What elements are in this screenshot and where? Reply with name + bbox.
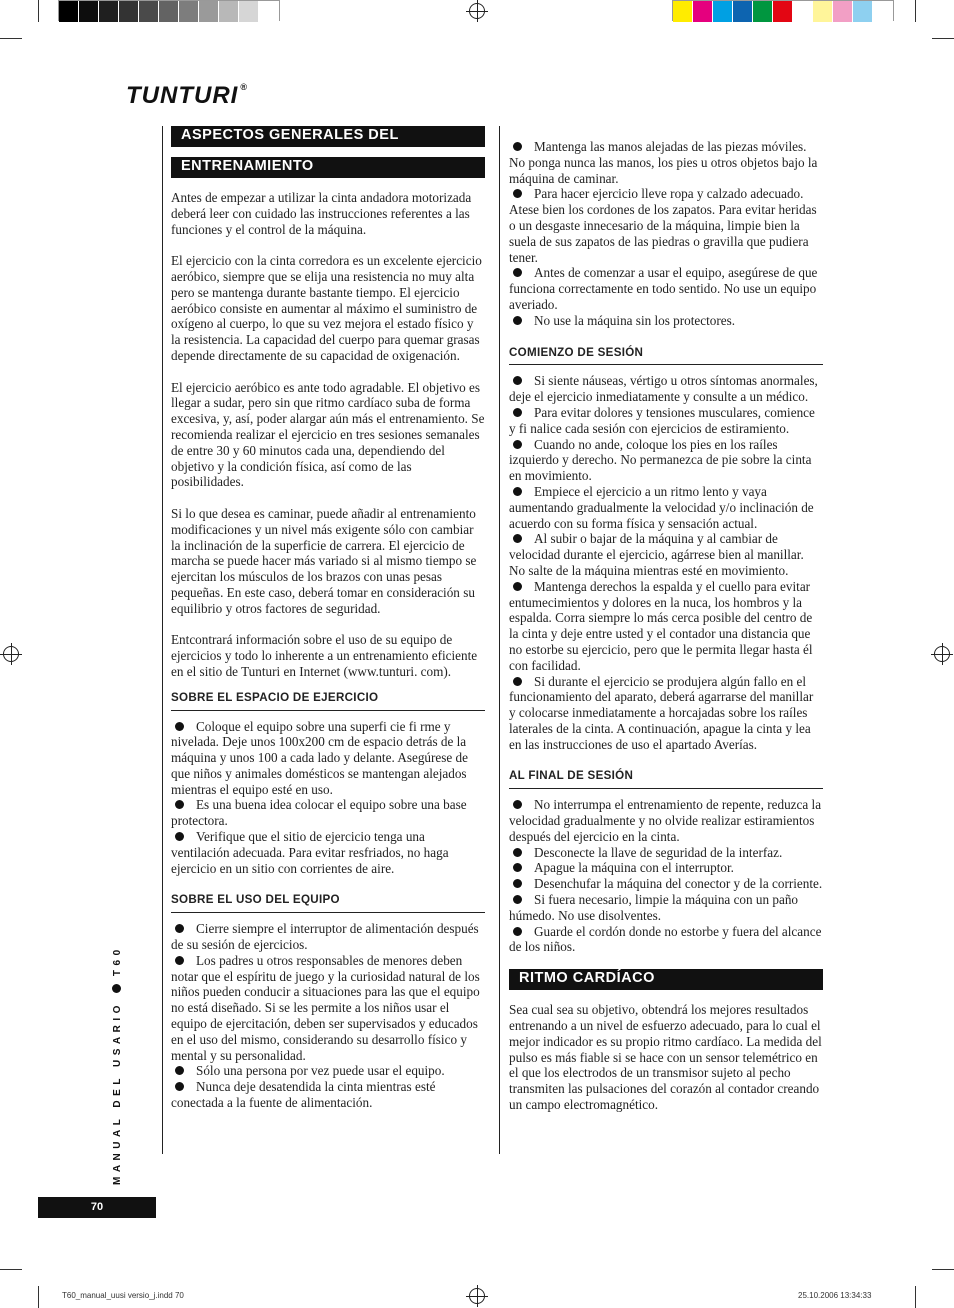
tunturi-logo: TUNTURI ® (126, 82, 248, 109)
crop-mark (0, 1269, 22, 1270)
registration-mark-icon (3, 646, 19, 662)
bullet-icon (513, 487, 522, 496)
list-item: Mantenga derechos la espalda y el cuello para evitar entumecimientos y dolores en la nuca, los hombros y la espalda. Corra siempre lo más cerca posible del centro de la cinta y deje entre usted y el contador una distancia que no estorbe su ejercicio, pero que le permita llegar hasta él con facilidad. (509, 578, 813, 673)
list-item: Si durante el ejercicio se produjera algún fallo en el funcionamiento del aparato, deberá agarrarse del manillar y colocarse inmediatamente a horcajadas sobre los raíles laterales de la cinta. A continuación, apague la cinta y lea en las instrucciones de uso el apartado Averías. (509, 673, 814, 752)
section-heading: ASPECTOS GENERALES DEL (171, 126, 485, 147)
column-rule (499, 126, 500, 1154)
color-swatch (773, 1, 793, 22)
subheading: SOBRE EL USO DEL EQUIPO (171, 892, 485, 913)
paragraph: Antes de empezar a utilizar la cinta andadora motorizada deberá leer con cuidado las instrucciones referentes a las funciones y el control de la máquina. (171, 190, 472, 237)
gray-swatch-strip (58, 0, 280, 21)
list-item: Cierre siempre el interruptor de alimentación después de su sesión de ejercicios. (171, 921, 479, 953)
bullet-icon (175, 956, 184, 965)
bullet-icon (513, 895, 522, 904)
bullet-icon (513, 582, 522, 591)
section-heading: ENTRENAMIENTO (171, 157, 485, 178)
bullet-icon (513, 879, 522, 888)
color-swatch (139, 1, 159, 22)
bullet-icon (513, 800, 522, 809)
list-item: Antes de comenzar a usar el equipo, asegúrese de que funciona correctamente en todo sentido. No use un equipo averiado. (509, 265, 818, 312)
list-item: Cuando no ande, coloque los pies en los raíles izquierdo y derecho. No permanezca de pie sobre la cinta en movimiento. (509, 436, 812, 484)
footer-file-info: T60_manual_uusi versio_j.indd 70 (62, 1291, 184, 1300)
color-swatch (179, 1, 199, 22)
crop-mark (932, 1269, 954, 1270)
list-item: Para evitar dolores y tensiones musculares, comience y fi nalice cada sesión con ejercicios de estiramiento. (509, 404, 815, 436)
subheading: SOBRE EL ESPACIO DE EJERCICIO (171, 690, 485, 711)
color-swatch (733, 1, 753, 22)
color-swatch (853, 1, 873, 22)
subheading: AL FINAL DE SESIÓN (509, 768, 823, 789)
right-column (509, 139, 823, 1113)
list-item: No use la máquina sin los protectores. (509, 313, 823, 329)
color-swatch (753, 1, 773, 22)
bullet-icon (175, 924, 184, 933)
page-number: 70 (38, 1197, 156, 1218)
color-swatch (813, 1, 833, 22)
list-item: Para hacer ejercicio lleve ropa y calzado adecuado. Atese bien los cordones de los zapatos. Para evitar heridas o un desgaste innecesario de la máquina, limpie bien la suela de sus zapatos de las piedras o gravilla que pudiera tener. (509, 186, 817, 265)
color-swatch (793, 1, 813, 22)
color-swatch (159, 1, 179, 22)
bullet-icon (513, 142, 522, 151)
color-swatch (119, 1, 139, 22)
bullet-icon (513, 534, 522, 543)
bullet-icon (112, 984, 121, 993)
crop-mark (932, 38, 954, 39)
list-item: Coloque el equipo sobre una superfi cie fi rme y nivelada. Deje unos 100x200 cm de espacio detrás de la máquina y unos 100 a cada lado y delante. Asegúrese de que niños y animales domésticos se mantengan alejados mientras el equipo esté en uso. (171, 718, 468, 797)
bullet-icon (513, 268, 522, 277)
paragraph: Sea cual sea su objetivo, obtendrá los mejores resultados entrenando a un nivel de esfuerzo adecuado, para lo cual el mejor indicador es su propio ritmo cardíaco. La medida del pulso es más fiable si se hace con un sensor telemétrico en el que los electrodos de un transmisor sujeto al pecho transmiten las pulsaciones del corazón al contador creando un campo electromagnético. (509, 1002, 822, 1113)
list-item: Empiece el ejercicio a un ritmo lento y vaya aumentando gradualmente la velocidad y/o inclinación de acuerdo con su forma física y sensación actual. (509, 483, 814, 531)
bullet-icon (513, 408, 522, 417)
column-rule (162, 126, 163, 1154)
list-item: Es una buena idea colocar el equipo sobre una base protectora. (171, 797, 467, 829)
color-swatch (99, 1, 119, 22)
crop-mark (38, 1286, 39, 1308)
color-swatch (673, 1, 693, 22)
paragraph: El ejercicio con la cinta corredora es un excelente ejercicio aeróbico, siempre que se elija una resistencia no muy alta pero se mantenga durante bastante tiempo. El ejercicio aeróbico consiste en aumentar al máximo el suministro de oxígeno al cuerpo, lo que su vez mejora el estado físico y la resistencia. La capacidad del cuerpo para quemar grasas depende directamente de su capacidad de oxigenación. (171, 253, 482, 363)
color-swatch (79, 1, 99, 22)
color-swatch (59, 1, 79, 22)
list-item: Si siente náuseas, vértigo u otros síntomas anormales, deje el ejercicio inmediatamente y consulte a un médico. (509, 373, 818, 405)
section-heading: RITMO CARDÍACO (509, 969, 823, 990)
crop-mark (915, 0, 916, 22)
crop-mark (915, 1286, 916, 1308)
registration-mark-icon (469, 3, 485, 19)
paragraph: Si lo que desea es caminar, puede añadir al entrenamiento modificaciones y un nivel más exigente sólo con cambiar la inclinación de la superficie de carrera. El ejercicio de marcha se puede hacer más variado si al mismo tiempo se ejercitan los músculos de los brazos con unas pesas pequeñas. En este caso, deberá tomar en consideración su equilibrio y otros factores de seguridad. (171, 505, 477, 616)
color-swatch (239, 1, 259, 22)
list-item: Si fuera necesario, limpie la máquina con un paño húmedo. No use disolventes. (509, 892, 799, 923)
side-running-title: MANUAL DEL USARIOT60 (112, 945, 123, 1185)
bullet-icon (513, 677, 522, 686)
list-item: Desenchufar la máquina del conector y de la corriente. (509, 876, 823, 892)
bullet-icon (513, 863, 522, 872)
list-item: Nunca deje desatendida la cinta mientras esté conectada a la fuente de alimentación. (171, 1079, 436, 1111)
bullet-icon (175, 800, 184, 809)
color-swatch (199, 1, 219, 22)
list-item: Apague la máquina con el interruptor. (509, 860, 823, 876)
color-swatch (219, 1, 239, 22)
paragraph: El ejercicio aeróbico es ante todo agradable. El objetivo es llegar a sudar, pero sin que ritmo cardíaco suba de forma excesiva, y, así, poder alargar aún más el entrenamiento. Se recomienda realizar el ejercicio en tres sesiones semanales de entre 30 y 60 minutos cada una, dependiendo del objetivo y la condición física, así como de las posibilidades. (171, 379, 485, 490)
bullet-icon (513, 376, 522, 385)
list-item: Verifique que el sitio de ejercicio tenga una ventilación adecuada. Para evitar resfriados, no haga ejercicio en un sitio con corrientes de aire. (171, 829, 449, 876)
color-swatch (713, 1, 733, 22)
bullet-icon (175, 1066, 184, 1075)
list-item: Desconecte la llave de seguridad de la interfaz. (509, 845, 823, 861)
paragraph: Entcontrará información sobre el uso de su equipo de ejercicios y todo lo inherente a un entrenamiento eficiente en el sitio de Tunturi en Internet (www.tunturi. com). (171, 632, 478, 679)
left-column (171, 126, 485, 1111)
bullet-icon (513, 316, 522, 325)
bullet-icon (175, 832, 184, 841)
bullet-icon (175, 722, 184, 731)
subheading: COMIENZO DE SESIÓN (509, 345, 823, 366)
color-swatch (833, 1, 853, 22)
bullet-icon (513, 848, 522, 857)
bullet-icon (513, 927, 522, 936)
list-item: Guarde el cordón donde no estorbe y fuera del alcance de los niños. (509, 923, 822, 955)
crop-mark (38, 0, 39, 22)
list-item: Los padres u otros responsables de menores deben notar que el espíritu de juego y la curiosidad natural de los niños pueden conducir a situaciones para las que el equipo no está diseñado. Si se les permite a los niños usar el equipo de ejercitación, deben ser supervisados y educados en el uso del mismo, considerando su desarrollo físico y mental y su personalidad. (171, 952, 480, 1063)
list-item: Mantenga las manos alejadas de las piezas móviles. No ponga nunca las manos, los pies u otros objetos bajo la máquina de caminar. (509, 139, 818, 186)
color-swatch (693, 1, 713, 22)
list-item: No interrumpa el entrenamiento de repente, reduzca la velocidad gradualmente y no olvide realizar estiramientos después del ejercicio en la cinta. (509, 797, 822, 844)
color-swatch (259, 1, 279, 22)
bullet-icon (513, 440, 522, 449)
registration-mark-icon (934, 646, 950, 662)
list-item: Al subir o bajar de la máquina y al cambiar de velocidad durante el ejercicio, agárrese bien al manillar. No salte de la máquina mientras esté en movimiento. (509, 531, 804, 578)
bullet-icon (513, 189, 522, 198)
color-swatch-strip (672, 0, 894, 21)
footer-timestamp: 25.10.2006 13:34:33 (798, 1291, 872, 1300)
bullet-icon (175, 1082, 184, 1091)
list-item: Sólo una persona por vez puede usar el equipo. (171, 1063, 485, 1079)
color-swatch (873, 1, 893, 22)
registration-mark-icon (469, 1288, 485, 1304)
crop-mark (0, 38, 22, 39)
